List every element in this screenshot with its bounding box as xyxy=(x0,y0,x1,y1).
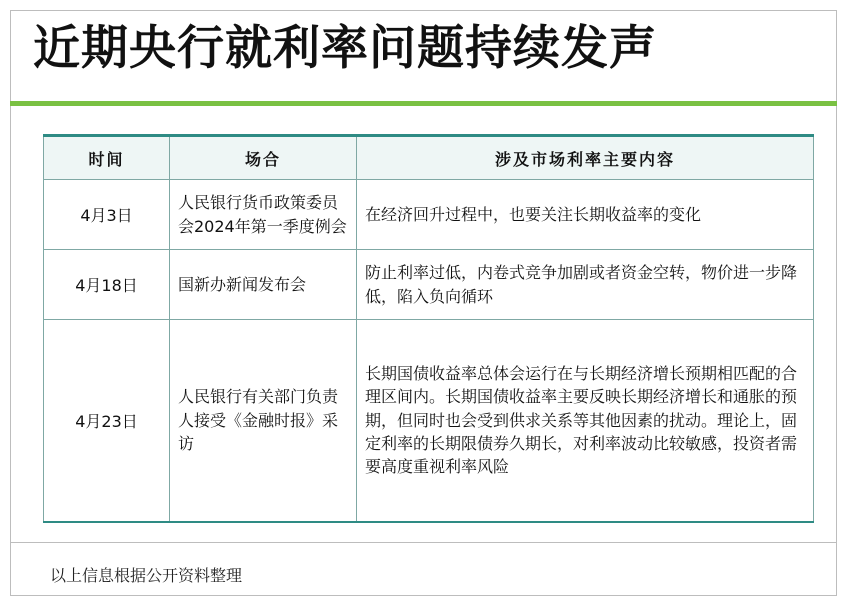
slide-title: 近期央行就利率问题持续发声 xyxy=(33,21,657,76)
header-time: 时间 xyxy=(44,136,170,180)
cell-place: 人民银行有关部门负责人接受《金融时报》采访 xyxy=(170,320,357,522)
header-place: 场合 xyxy=(170,136,357,180)
table-header-row xyxy=(44,136,814,180)
cell-content: 防止利率过低，内卷式竞争加剧或者资金空转，物价进一步降低，陷入负向循环 xyxy=(357,250,814,320)
source-note: 以上信息根据公开资料整理 xyxy=(50,566,243,585)
cell-place: 人民银行货币政策委员会2024年第一季度例会 xyxy=(170,180,357,250)
cell-time: 4月18日 xyxy=(44,250,170,320)
cell-content: 长期国债收益率总体会运行在与长期经济增长预期相匹配的合理区间内。长期国债收益率主要反映长期经济增长和通胀的预期，但同时也会受到供求关系等其他因素的扰动。理论上，固定利率的长期限债券久期长，对利率波动比较敏感，投资者需要高度重视利率风险 xyxy=(357,320,814,522)
table-row xyxy=(44,250,814,320)
cell-time: 4月3日 xyxy=(44,180,170,250)
table-row xyxy=(44,180,814,250)
info-table xyxy=(43,134,814,523)
cell-time: 4月23日 xyxy=(44,320,170,522)
footer-divider xyxy=(10,542,837,543)
title-accent-bar xyxy=(10,101,837,106)
cell-place: 国新办新闻发布会 xyxy=(170,250,357,320)
header-content: 涉及市场利率主要内容 xyxy=(357,136,814,180)
table-row xyxy=(44,320,814,522)
cell-content: 在经济回升过程中，也要关注长期收益率的变化 xyxy=(357,180,814,250)
